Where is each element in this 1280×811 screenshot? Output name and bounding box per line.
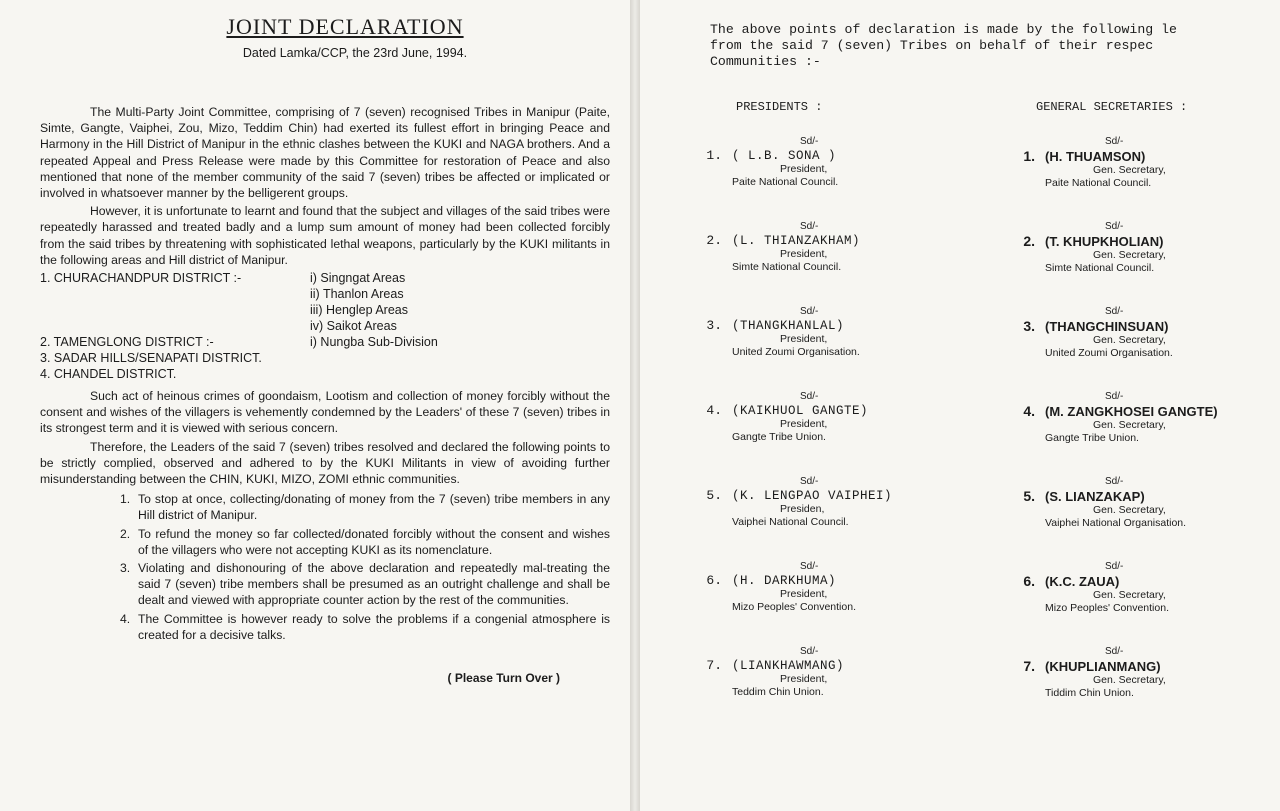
secretary-role: Gen. Secretary,	[1093, 674, 1166, 686]
secretaries-header: GENERAL SECRETARIES :	[1036, 100, 1188, 114]
secretary-signature	[985, 561, 1280, 646]
secretary-organisation: Vaiphei National Organisation.	[1045, 517, 1187, 529]
president-role: President,	[780, 333, 828, 345]
area-item: iv) Saikot Areas	[310, 319, 397, 334]
secretary-name: (K.C. ZAUA)	[1045, 574, 1120, 589]
secretary-name: (THANGCHINSUAN)	[1045, 319, 1169, 334]
secretary-organisation: Paite National Council.	[1045, 177, 1152, 189]
resolution-list	[40, 491, 610, 643]
president-role: President,	[780, 588, 828, 600]
paragraph: Such act of heinous crimes of goondaism, Lootism and collection of money forcibly without the consent and wishes of the villagers is vehemently condemned by the Leaders' of these 7 (seven) tribes in its strongest term and it is viewed with serious concern.	[40, 389, 610, 436]
presidents-header: PRESIDENTS :	[736, 100, 823, 114]
resolution-item	[120, 560, 610, 609]
president-organisation: United Zoumi Organisation.	[732, 346, 860, 358]
signatory-number: 7.	[1023, 658, 1035, 674]
secretary-name: (KHUPLIANMANG)	[1045, 659, 1161, 674]
secretary-organisation: Mizo Peoples' Convention.	[1045, 602, 1169, 614]
resolution-text: Violating and dishonouring of the above declaration and repeatedly mal-treating the said 7 (seven) tribe members shall be presumed as an outright challenge and shall be dealt and viewed with appropriate counter action by the rest of the communities.	[138, 561, 610, 608]
resolution-text: The Committee is however ready to solve the problems if a congenial atmosphere is created for a decisive talks.	[138, 611, 610, 642]
signatory-number: 7.	[706, 658, 722, 673]
district-name: 1. CHURACHANDPUR DISTRICT :-	[40, 271, 242, 286]
sd-mark: Sd/-	[1105, 646, 1124, 657]
president-role: Presiden,	[780, 503, 825, 515]
page-gutter	[630, 0, 640, 811]
secretary-role: Gen. Secretary,	[1093, 419, 1166, 431]
president-name: (K. LENGPAO VAIPHEI)	[732, 489, 893, 503]
president-role: President,	[780, 418, 828, 430]
signatory-row	[690, 136, 1280, 221]
president-signature	[690, 476, 985, 561]
sd-mark: Sd/-	[800, 306, 819, 317]
signatory-number: 5.	[706, 488, 722, 503]
president-signature	[690, 646, 985, 731]
president-organisation: Teddim Chin Union.	[732, 686, 824, 698]
resolution-text: To stop at once, collecting/donating of money from the 7 (seven) tribe members in any Hill district of Manipur.	[138, 492, 610, 523]
president-signature	[690, 136, 985, 221]
sd-mark: Sd/-	[800, 561, 819, 572]
signatory-row	[690, 221, 1280, 306]
area-item: ii) Thanlon Areas	[310, 287, 404, 302]
intro-note	[710, 22, 1280, 70]
resolution-item	[120, 611, 610, 643]
resolution-text: To refund the money so far collected/donated forcibly without the consent and wishes of the villagers who were not accepting KUKI as its nomenclature.	[138, 526, 610, 557]
area-item: iii) Henglep Areas	[310, 303, 408, 318]
sd-mark: Sd/-	[1105, 476, 1124, 487]
paragraph: The Multi-Party Joint Committee, comprising of 7 (seven) recognised Tribes in Manipur (Paite, Simte, Gangte, Vaiphei, Zou, Mizo, Teddim Chin) had exerted its fullest effort in bringing Peace and Harmony in the Hill District of Manipur in the ethnic clashes between the KUKI and NAGA brothers. And a repeated Appeal and Press Release were made by this Committee for restoration of Peace and also mentioned that none of the member community of the said 7 (seven) tribes be affected or implicated or involved in whatsoever manner by the belligerent groups.	[40, 105, 610, 201]
president-name: (L. THIANZAKHAM)	[732, 234, 861, 248]
president-name: (LIANKHAWMANG)	[732, 659, 845, 673]
secretary-name: (T. KHUPKHOLIAN)	[1045, 234, 1164, 249]
signatory-row	[690, 476, 1280, 561]
resolution-item	[120, 491, 610, 523]
president-name: ( L.B. SONA )	[732, 149, 837, 163]
resolution-item	[120, 526, 610, 558]
paragraph: Therefore, the Leaders of the said 7 (seven) tribes resolved and declared the following points to be strictly complied, observed and adhered to by the KUKI Militants in view of avoiding further misunderstanding between the CHIN, KUKI, MIZO, ZOMI ethnic communities.	[40, 439, 610, 487]
area-item: i) Nungba Sub-Division	[310, 335, 438, 350]
signatory-number: 2.	[706, 233, 722, 248]
secretary-name: (M. ZANGKHOSEI GANGTE)	[1045, 404, 1218, 419]
secretary-name: (H. THUAMSON)	[1045, 149, 1146, 164]
secretary-organisation: Tiddim Chin Union.	[1045, 687, 1134, 699]
sd-mark: Sd/-	[1105, 306, 1124, 317]
signatory-number: 1.	[1023, 148, 1035, 164]
president-organisation: Simte National Council.	[732, 261, 842, 273]
president-signature	[690, 561, 985, 646]
intro-line: Communities :-	[710, 54, 821, 69]
column-headers	[690, 100, 1280, 114]
signatory-number: 6.	[706, 573, 722, 588]
sd-mark: Sd/-	[1105, 561, 1124, 572]
signatory-list	[690, 136, 1280, 731]
signatory-row	[690, 646, 1280, 731]
left-page	[0, 0, 630, 811]
secretary-role: Gen. Secretary,	[1093, 164, 1166, 176]
president-organisation: Mizo Peoples' Convention.	[732, 601, 856, 613]
paragraph: However, it is unfortunate to learnt and found that the subject and villages of the said tribes were repeatedly harassed and treated badly and a lump sum amount of money had been collected forcibly from the said tribes by threatening with sophisticated lethal weapons, particularly by the KUKI militants in the following areas and Hill district of Manipur.	[40, 204, 610, 267]
secretary-signature	[985, 391, 1280, 476]
district-item	[40, 366, 610, 382]
intro-line: The above points of declaration is made by the following le	[710, 22, 1177, 37]
president-name: (KAIKHUOL GANGTE)	[732, 404, 869, 418]
president-organisation: Paite National Council.	[732, 176, 839, 188]
district-name: 4. CHANDEL DISTRICT.	[40, 367, 177, 382]
resolution-number: 1.	[120, 492, 131, 507]
signatory-row	[690, 561, 1280, 646]
district-list	[40, 270, 610, 382]
secretary-signature	[985, 136, 1280, 221]
secretary-role: Gen. Secretary,	[1093, 334, 1166, 346]
secretary-organisation: United Zoumi Organisation.	[1045, 347, 1173, 359]
sd-mark: Sd/-	[800, 646, 819, 657]
secretary-name: (S. LIANZAKAP)	[1045, 489, 1145, 504]
district-name: 2. TAMENGLONG DISTRICT :-	[40, 335, 214, 350]
signatory-row	[690, 306, 1280, 391]
dated-line: Dated Lamka/CCP, the 23rd June, 1994.	[242, 46, 468, 60]
sd-mark: Sd/-	[800, 221, 819, 232]
president-name: (H. DARKHUMA)	[732, 574, 837, 588]
secretary-organisation: Simte National Council.	[1045, 262, 1155, 274]
right-page	[640, 0, 1280, 811]
sd-mark: Sd/-	[800, 136, 819, 147]
president-role: President,	[780, 163, 828, 175]
signatory-number: 3.	[706, 318, 722, 333]
intro-line: from the said 7 (seven) Tribes on behalf of their respec	[710, 38, 1154, 53]
president-organisation: Vaiphei National Council.	[732, 516, 849, 528]
president-signature	[690, 306, 985, 391]
document-title: JOINT DECLARATION	[226, 14, 464, 39]
resolution-number: 4.	[120, 611, 131, 626]
secretary-role: Gen. Secretary,	[1093, 504, 1166, 516]
sd-mark: Sd/-	[1105, 136, 1124, 147]
signatory-number: 2.	[1023, 233, 1035, 249]
sd-mark: Sd/-	[1105, 221, 1124, 232]
president-name: (THANGKHANLAL)	[732, 319, 845, 333]
secretary-signature	[985, 646, 1280, 731]
sd-mark: Sd/-	[800, 476, 819, 487]
resolution-number: 3.	[120, 561, 131, 576]
signatory-number: 1.	[706, 148, 722, 163]
secretary-signature	[985, 306, 1280, 391]
district-item	[40, 270, 610, 334]
president-role: President,	[780, 673, 828, 685]
turn-over-note: ( Please Turn Over )	[447, 671, 560, 686]
district-name: 3. SADAR HILLS/SENAPATI DISTRICT.	[40, 351, 262, 366]
district-item	[40, 334, 610, 350]
resolution-number: 2.	[120, 526, 131, 541]
secretary-role: Gen. Secretary,	[1093, 589, 1166, 601]
signatory-number: 4.	[1023, 403, 1035, 419]
president-organisation: Gangte Tribe Union.	[732, 431, 826, 443]
secretary-organisation: Gangte Tribe Union.	[1045, 432, 1139, 444]
signatory-row	[690, 391, 1280, 476]
secretary-signature	[985, 476, 1280, 561]
secretary-role: Gen. Secretary,	[1093, 249, 1166, 261]
secretary-signature	[985, 221, 1280, 306]
sd-mark: Sd/-	[1105, 391, 1124, 402]
signatory-number: 4.	[706, 403, 722, 418]
president-signature	[690, 221, 985, 306]
district-item	[40, 350, 610, 366]
area-item: i) Singngat Areas	[310, 271, 406, 286]
signatory-number: 3.	[1023, 318, 1035, 334]
signatory-number: 6.	[1023, 573, 1035, 589]
president-role: President,	[780, 248, 828, 260]
president-signature	[690, 391, 985, 476]
sd-mark: Sd/-	[800, 391, 819, 402]
signatory-number: 5.	[1023, 488, 1035, 504]
